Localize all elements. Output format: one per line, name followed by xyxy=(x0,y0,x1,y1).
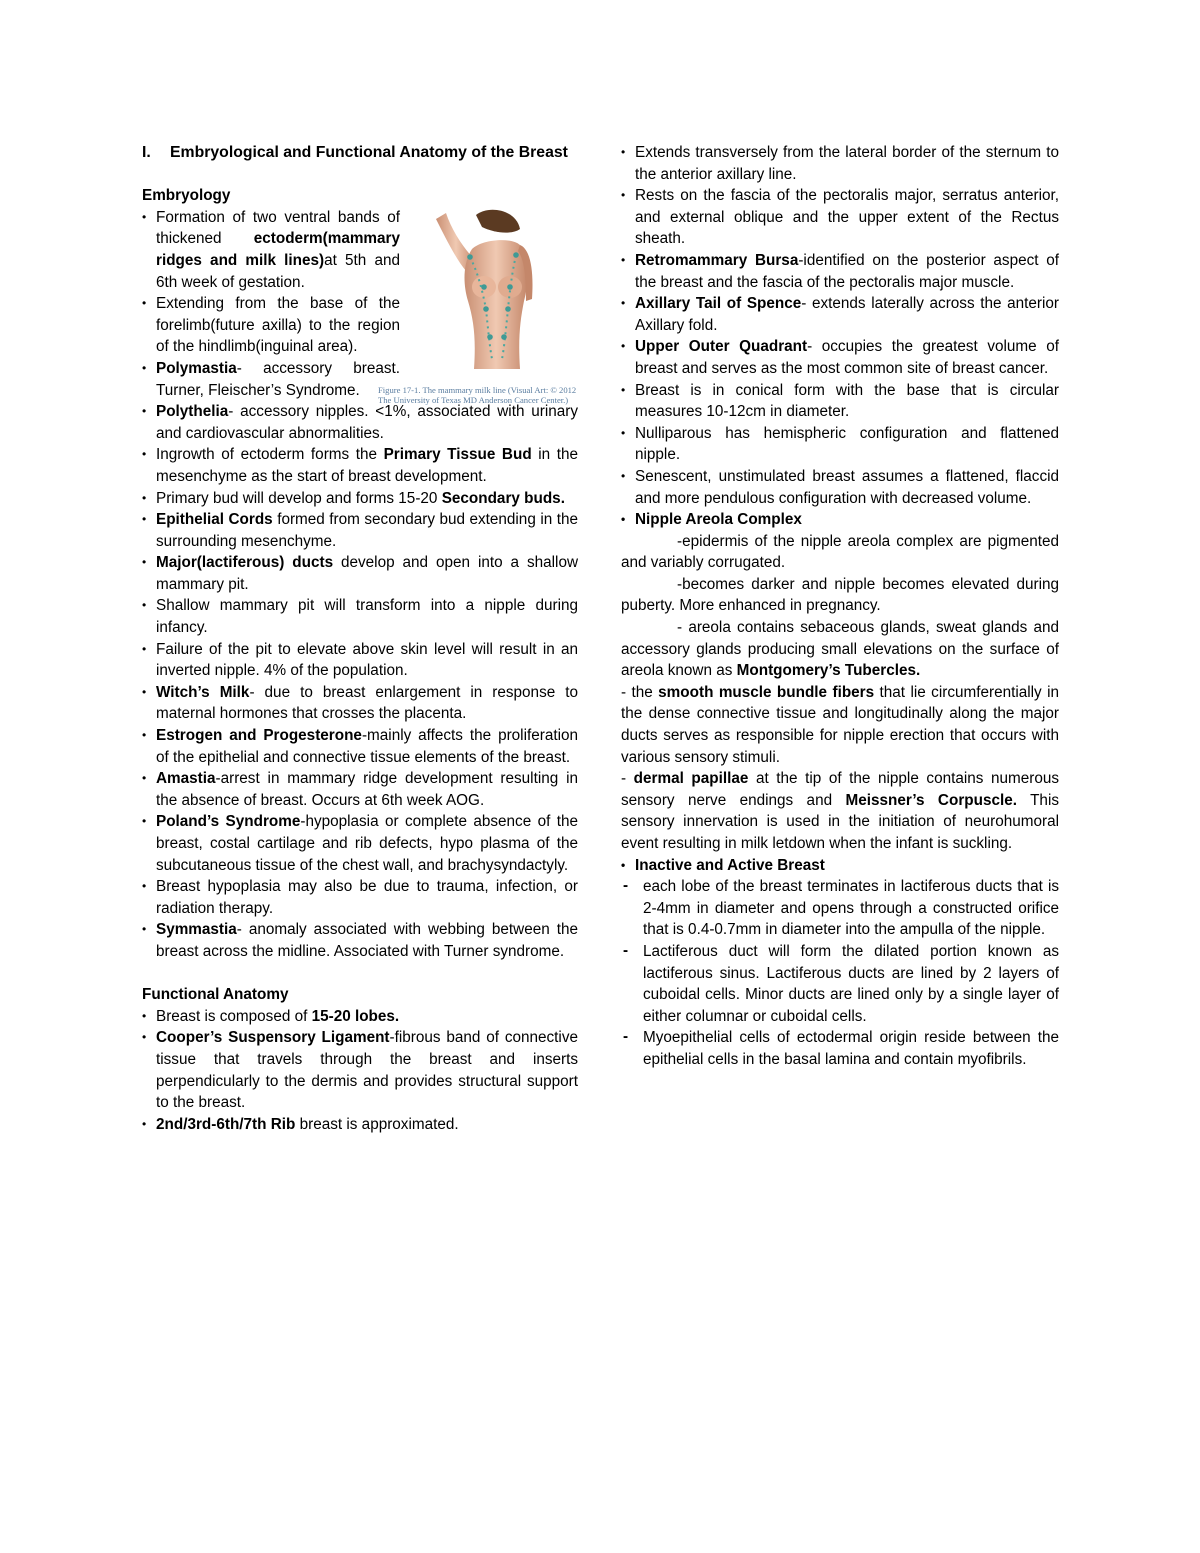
nipple-areola-heading: • Nipple Areola Complex xyxy=(621,509,1059,531)
bullet-hypoplasia: • Breast hypoplasia may also be due to trauma, infection, or radiation therapy. xyxy=(142,876,578,919)
bullet-witchs-milk: • Witch’s Milk- due to breast enlargement in response to maternal hormones that crosses the placenta. xyxy=(142,682,578,725)
bullet-cooper: • Cooper’s Suspensory Ligament-fibrous band of connective tissue that travels through the breast and inserts perpendicularly to the dermis and provides structural support to the breast. xyxy=(142,1027,578,1113)
embryology-heading: Embryology xyxy=(142,187,231,205)
bullet-polythelia: • Polythelia- accessory nipples. <1%, associated with urinary and cardiovascular abnormalities. xyxy=(142,401,578,444)
bullet-polymastia: • Polymastia- accessory breast. Turner, Fleischer’s Syndrome. xyxy=(142,358,578,401)
document-title xyxy=(142,142,578,164)
bullet-axillary-tail: • Axillary Tail of Spence- extends laterally across the anterior Axillary fold. xyxy=(621,293,1059,336)
title-number: I. xyxy=(142,144,151,161)
bullet-extending: • Extending from the base of the forelimb(future axilla) to the region of the hindlimb(inguinal area). xyxy=(142,293,578,358)
bullet-epithelial-cords: • Epithelial Cords formed from secondary bud extending in the surrounding mesenchyme. xyxy=(142,509,578,552)
bullet-amastia: • Amastia-arrest in mammary ridge development resulting in the absence of breast. Occurs at 6th week AOG. xyxy=(142,768,578,811)
bullet-failure: • Failure of the pit to elevate above skin level will result in an inverted nipple. 4% of the population. xyxy=(142,639,578,682)
right-column xyxy=(621,142,1059,1071)
bullet-ingrowth: • Ingrowth of ectoderm forms the Primary Tissue Bud in the mesenchyme as the start of breast development. xyxy=(142,444,578,487)
bullet-nulliparous: • Nulliparous has hemispheric configuration and flattened nipple. xyxy=(621,423,1059,466)
left-column xyxy=(142,142,578,1135)
title-text: Embryological and Functional Anatomy of the Breast xyxy=(170,144,568,161)
bullet-symmastia: • Symmastia- anomaly associated with webbing between the breast across the midline. Associated with Turner syndrome. xyxy=(142,919,578,962)
dash-item-lobe: - each lobe of the breast terminates in lactiferous ducts that is 2-4mm in diameter and opens through a constructed orifice that is 0.4-0.7mm in diameter into the ampulla of the nipple. xyxy=(621,876,1059,941)
inactive-active-heading: • Inactive and Active Breast xyxy=(621,855,1059,877)
bullet-upper-outer-quadrant: • Upper Outer Quadrant- occupies the greatest volume of breast and serves as the most common site of breast cancer. xyxy=(621,336,1059,379)
nac-paragraph-1: -epidermis of the nipple areola complex are pigmented and variably corrugated. xyxy=(621,532,1059,572)
dash-item-lactiferous: - Lactiferous duct will form the dilated portion known as lactiferous sinus. Lactiferous ducts are lined by 2 layers of cuboidal cells. Minor ducts are lined only by a single layer of either columnar or cuboidal cells. xyxy=(621,941,1059,1027)
bullet-retromammary: • Retromammary Bursa-identified on the posterior aspect of the breast and the fascia of the pectoralis major muscle. xyxy=(621,250,1059,293)
bullet-extends: • Extends transversely from the lateral border of the sternum to the anterior axillary line. xyxy=(621,142,1059,185)
bullet-rests: • Rests on the fascia of the pectoralis major, serratus anterior, and external oblique and the upper extent of the Rectus sheath. xyxy=(621,185,1059,250)
bullet-rib: • 2nd/3rd-6th/7th Rib breast is approximated. xyxy=(142,1114,578,1136)
bullet-shallow-pit: • Shallow mammary pit will transform into a nipple during infancy. xyxy=(142,595,578,638)
nac-paragraph-3: - areola contains sebaceous glands, sweat glands and accessory glands producing small elevations on the surface of areola known as Montgomery’s Tubercles. xyxy=(621,619,1059,680)
figure-caption: Figure 17-1. The mammary milk line (Visual Art: © 2012 The University of Texas MD Anderson Cancer Center.) xyxy=(378,384,577,405)
nac-paragraph-2: -becomes darker and nipple becomes elevated during puberty. More enhanced in pregnancy. xyxy=(621,575,1059,615)
bullet-poland: • Poland’s Syndrome-hypoplasia or complete absence of the breast, costal cartilage and rib defects, hypo plasma of the subcutaneous tissue of the chest wall, and brachysyndactyly. xyxy=(142,811,578,876)
bullet-estrogen: • Estrogen and Progesterone-mainly affects the proliferation of the epithelial and connective tissue elements of the breast. xyxy=(142,725,578,768)
bullet-formation: • Formation of two ventral bands of thickened ectoderm(mammary ridges and milk lines)at 5th and 6th week of gestation. xyxy=(142,207,578,293)
functional-anatomy-heading: Functional Anatomy xyxy=(142,986,289,1004)
dermal-papillae-paragraph: - dermal papillae at the tip of the nipple contains numerous sensory nerve endings and Meissner’s Corpuscle. This sensory innervation is used in the initiation of neurohumoral event resulting in milk letdown when the infant is suckling. xyxy=(621,770,1059,852)
bullet-conical: • Breast is in conical form with the base that is circular measures 10-12cm in diameter. xyxy=(621,380,1059,423)
bullet-primary-bud: • Primary bud will develop and forms 15-20 Secondary buds. xyxy=(142,488,578,510)
smooth-muscle-paragraph: - the smooth muscle bundle fibers that lie circumferentially in the dense connective tissue and longitudinally along the major ducts serves as responsible for nipple erection that occurs with various sensory stimuli. xyxy=(621,683,1059,766)
dash-item-myoepithelial: - Myoepithelial cells of ectodermal origin reside between the epithelial cells in the basal lamina and contain myofibrils. xyxy=(621,1027,1059,1070)
bullet-lobes: • Breast is composed of 15-20 lobes. xyxy=(142,1006,578,1028)
bullet-senescent: • Senescent, unstimulated breast assumes a flattened, flaccid and more pendulous configuration with decreased volume. xyxy=(621,466,1059,509)
bullet-major-ducts: • Major(lactiferous) ducts develop and open into a shallow mammary pit. xyxy=(142,552,578,595)
